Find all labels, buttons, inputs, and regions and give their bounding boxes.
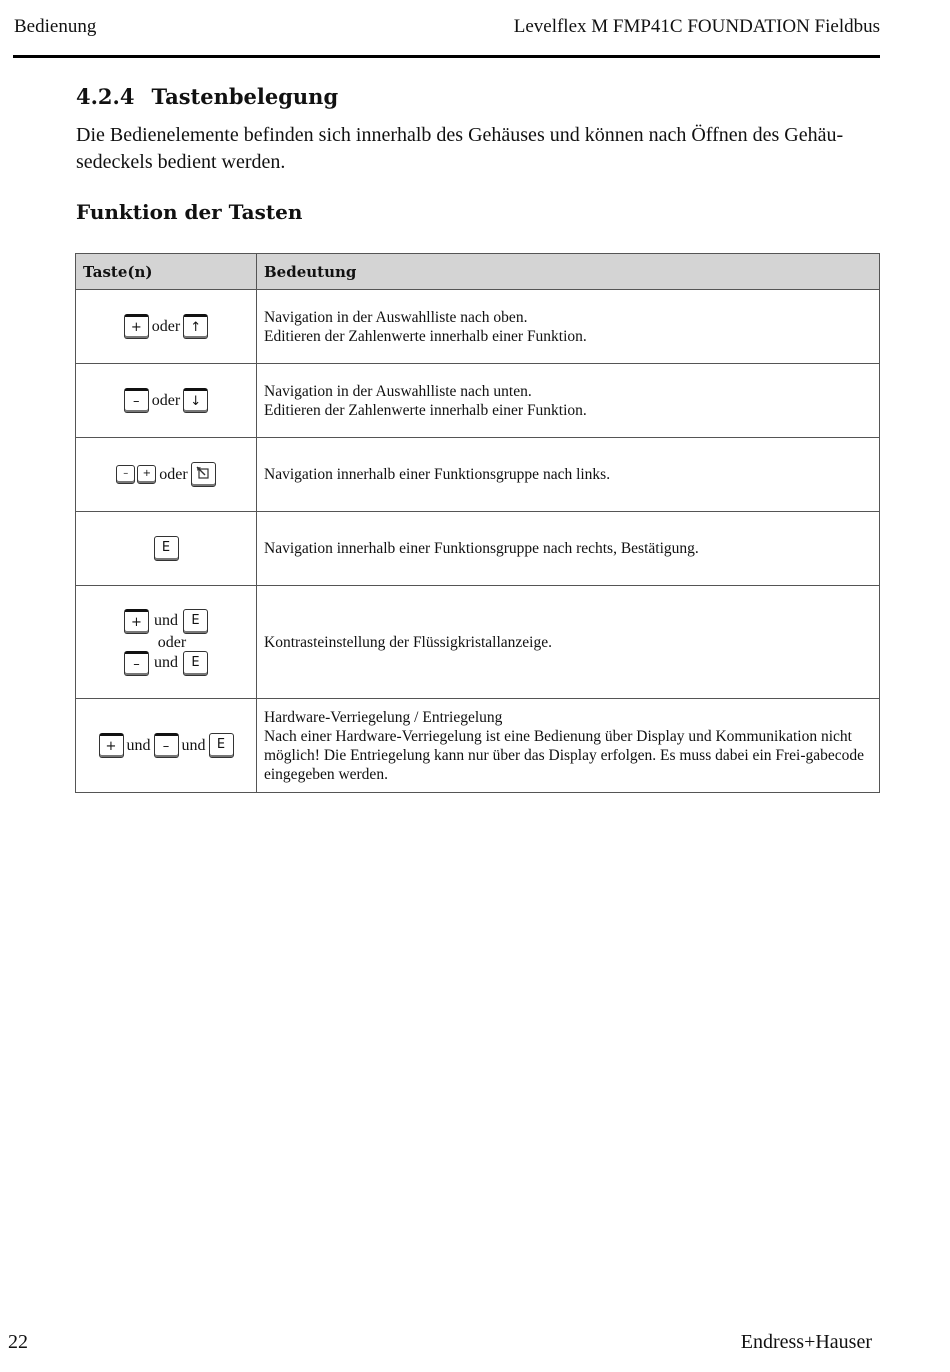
keys-cell (76, 699, 257, 793)
table-row (76, 364, 880, 438)
key-table (75, 253, 880, 793)
connector-und: und (126, 736, 151, 754)
section-title-text: Tastenbelegung (151, 84, 339, 109)
header-meaning: Bedeutung (257, 254, 880, 290)
header-keys: Taste(n) (76, 254, 257, 290)
page-number: 22 (8, 1331, 28, 1353)
plus-key-icon: + (124, 609, 149, 634)
brand-name: Endress+Hauser (740, 1331, 872, 1353)
e-key-icon: E (154, 536, 179, 561)
header-rule (13, 55, 880, 58)
meaning-line: Navigation in der Auswahlliste nach oben. (264, 308, 528, 326)
connector-und: und (154, 654, 178, 671)
meaning-cell (257, 586, 880, 699)
keys-cell (76, 290, 257, 364)
table-row (76, 512, 880, 586)
meaning-line: Editieren der Zahlenwerte innerhalb einer Funktion. (264, 327, 587, 345)
table-row (76, 586, 880, 699)
connector-oder: oder (157, 633, 187, 651)
section-number: 4.2.4 (76, 84, 135, 109)
e-key-icon: E (209, 733, 234, 758)
keys-cell (76, 438, 257, 512)
header-left: Bedienung (14, 16, 97, 37)
keys-cell (76, 512, 257, 586)
meaning-cell (257, 512, 880, 586)
meaning-line: Navigation innerhalb einer Funktionsgruppe nach links. (264, 466, 611, 483)
plus-key-icon: + (99, 733, 124, 758)
header-right: Levelflex M FMP41C FOUNDATION Fieldbus (513, 16, 880, 37)
connector-und: und (181, 736, 206, 754)
down-arrow-key-icon: ↓ (183, 388, 208, 413)
connector-oder: oder (151, 317, 181, 335)
meaning-line: Nach einer Hardware-Verriegelung ist eine Bedienung über Display und Kommunikation nicht möglich! Die Entriegelung kann nur über das Display erfolgen. Es muss dabei ein Frei-gabecode eingegeben werden. (264, 727, 865, 783)
minus-key-icon: – (154, 733, 179, 758)
table-header-row (76, 254, 880, 290)
table-row (76, 290, 880, 364)
meaning-line: Kontrasteinstellung der Flüssigkristallanzeige. (264, 633, 552, 651)
meaning-line: Hardware-Verriegelung / Entriegelung (264, 708, 503, 726)
table-row (76, 699, 880, 793)
plus-key-icon: + (137, 465, 156, 484)
meaning-cell (257, 290, 880, 364)
keys-cell (76, 586, 257, 699)
key-combo-row (76, 651, 256, 676)
minus-key-icon: – (116, 465, 135, 484)
connector-oder: oder (151, 391, 181, 409)
meaning-cell (257, 699, 880, 793)
e-key-icon: E (183, 609, 208, 634)
minus-key-icon: – (124, 388, 149, 413)
escape-key-icon (191, 462, 216, 487)
connector-und: und (154, 612, 178, 629)
e-key-icon: E (183, 651, 208, 676)
section-title (76, 84, 338, 109)
up-arrow-key-icon: ↑ (183, 314, 208, 339)
meaning-cell (257, 364, 880, 438)
meaning-cell (257, 438, 880, 512)
intro-paragraph: Die Bedienelemente befinden sich innerhalb des Gehäuses und können nach Öffnen des Gehäu-sedeckels bedient werden. (76, 124, 844, 173)
meaning-line: Navigation innerhalb einer Funktionsgruppe nach rechts, Bestätigung. (264, 540, 699, 557)
plus-key-icon: + (124, 314, 149, 339)
meaning-line: Editieren der Zahlenwerte innerhalb einer Funktion. (264, 401, 587, 419)
minus-key-icon: – (124, 651, 149, 676)
subheading: Funktion der Tasten (76, 200, 303, 224)
table-row (76, 438, 880, 512)
key-combo-row (76, 609, 256, 634)
meaning-line: Navigation in der Auswahlliste nach unten. (264, 382, 532, 400)
connector-oder: oder (159, 465, 188, 483)
keys-cell (76, 364, 257, 438)
